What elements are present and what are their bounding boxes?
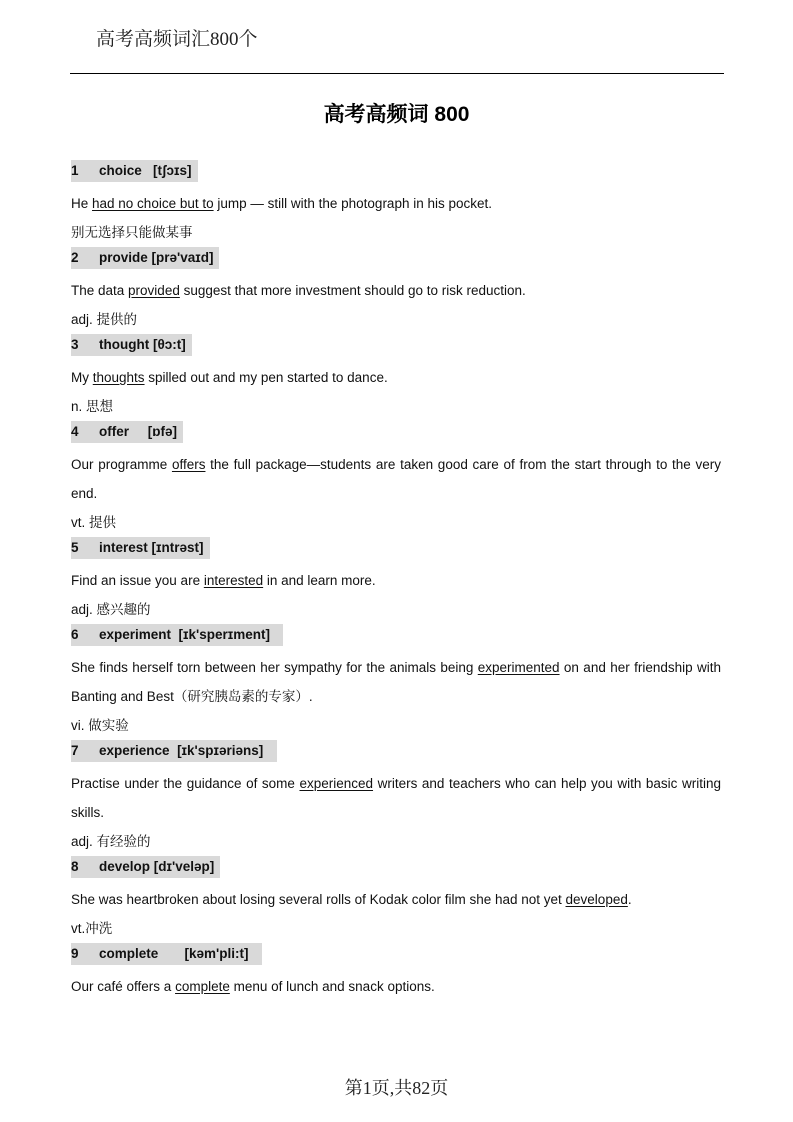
entry-meaning: adj. 有经验的	[71, 834, 151, 849]
entry-number: 4	[71, 424, 79, 439]
entry-phonetic: [prə'vaɪd]	[151, 250, 214, 265]
vocab-entry	[71, 537, 721, 624]
entry-phonetic: [dɪ'veləp]	[153, 859, 215, 874]
vocabulary-list	[71, 160, 721, 1001]
entry-phonetic: [θɔ:t]	[153, 337, 186, 352]
entry-heading	[71, 624, 283, 646]
example-sentence	[71, 450, 721, 508]
entry-meaning: 别无选择只能做某事	[71, 225, 193, 240]
sentence-text: Practise under the guidance of some	[71, 776, 300, 791]
sentence-keyword: provided	[128, 283, 180, 298]
sentence-keyword: had no choice but to	[92, 196, 214, 211]
entry-phonetic: [ɪk'spɪəriəns]	[177, 743, 264, 758]
entry-phonetic: [ɪk'sperɪment]	[178, 627, 270, 642]
entry-word: develop	[99, 859, 151, 874]
sentence-text: Find an issue you are	[71, 573, 204, 588]
page-indicator: 第1页,共82页	[344, 1078, 449, 1098]
sentence-keyword: interested	[203, 573, 264, 588]
sentence-text: the full package—students are taken good care of from the start through to the very end.	[71, 457, 721, 501]
entry-phonetic: [ɒfə]	[147, 424, 178, 439]
entry-meaning: adj. 提供的	[71, 312, 138, 327]
example-sentence	[71, 972, 721, 1001]
vocab-entry	[71, 247, 721, 334]
sentence-text: suggest that more investment should go to risk reduction.	[179, 283, 526, 298]
vocab-entry	[71, 856, 721, 943]
sentence-text: on and her friendship with Banting and Best（研究胰岛素的专家）.	[71, 660, 721, 704]
sentence-text: The data	[71, 283, 129, 298]
entry-word: thought	[99, 337, 150, 352]
entry-number: 7	[71, 743, 79, 758]
entry-number: 6	[71, 627, 79, 642]
example-sentence	[71, 566, 721, 595]
example-sentence	[71, 189, 721, 218]
vocab-entry	[71, 740, 721, 856]
sentence-keyword: experimented	[477, 660, 560, 675]
example-sentence	[71, 276, 721, 305]
example-sentence	[71, 363, 721, 392]
entry-number: 5	[71, 540, 79, 555]
entry-phonetic: [ɪntrəst]	[151, 540, 204, 555]
entry-word: offer	[99, 424, 129, 439]
sentence-text: jump — still with the photograph in his pocket.	[213, 196, 493, 211]
sentence-keyword: offers	[171, 457, 206, 472]
entry-word: experience	[99, 743, 170, 758]
entry-meaning: vi. 做实验	[71, 718, 129, 733]
running-header: 高考高频词汇800个	[96, 29, 258, 50]
entry-number: 2	[71, 250, 79, 265]
vocab-entry	[71, 624, 721, 740]
entry-meaning: n. 思想	[71, 399, 114, 414]
sentence-text: menu of lunch and snack options.	[229, 979, 435, 994]
entry-number: 8	[71, 859, 79, 874]
sentence-text: She was heartbroken about losing several rolls of Kodak color film she had not yet	[71, 892, 566, 907]
entry-number: 9	[71, 946, 79, 961]
entry-heading	[71, 334, 192, 356]
entry-meaning: vt. 提供	[71, 515, 117, 530]
document-title: 高考高频词 800	[323, 103, 470, 126]
entry-heading	[71, 943, 262, 965]
entry-meaning: vt.冲洗	[71, 921, 113, 936]
entry-word: provide	[99, 250, 148, 265]
sentence-text: in and learn more.	[263, 573, 376, 588]
vocab-entry	[71, 421, 721, 537]
sentence-keyword: thoughts	[92, 370, 145, 385]
entry-meaning: adj. 感兴趣的	[71, 602, 151, 617]
sentence-text: writers and teachers who can help you with basic writing skills.	[71, 776, 721, 820]
example-sentence	[71, 885, 721, 914]
sentence-text: Our café offers a	[71, 979, 176, 994]
entry-heading	[71, 740, 277, 762]
entry-heading	[71, 247, 219, 269]
entry-phonetic: [tʃɔɪs]	[153, 163, 192, 178]
example-sentence	[71, 653, 721, 711]
header-rule	[70, 73, 724, 74]
sentence-text: My	[71, 370, 93, 385]
sentence-text: .	[627, 892, 632, 907]
sentence-keyword: experienced	[299, 776, 374, 791]
entry-heading	[71, 537, 210, 559]
sentence-text: He	[71, 196, 93, 211]
entry-word: experiment	[99, 627, 172, 642]
vocab-entry	[71, 160, 721, 247]
entry-heading	[71, 856, 220, 878]
example-sentence	[71, 769, 721, 827]
sentence-text: Our programme	[71, 457, 172, 472]
entry-word: choice	[99, 163, 142, 178]
sentence-keyword: developed	[565, 892, 628, 907]
entry-word: interest	[99, 540, 148, 555]
sentence-text: She finds herself torn between her sympathy for the animals being	[71, 660, 478, 675]
sentence-text: spilled out and my pen started to dance.	[144, 370, 388, 385]
vocab-entry	[71, 943, 721, 1001]
entry-phonetic: [kəm'pli:t]	[184, 946, 249, 961]
entry-word: complete	[99, 946, 159, 961]
entry-heading	[71, 160, 198, 182]
vocab-entry	[71, 334, 721, 421]
entry-number: 3	[71, 337, 79, 352]
entry-heading	[71, 421, 183, 443]
entry-number: 1	[71, 163, 79, 178]
sentence-keyword: complete	[175, 979, 230, 994]
